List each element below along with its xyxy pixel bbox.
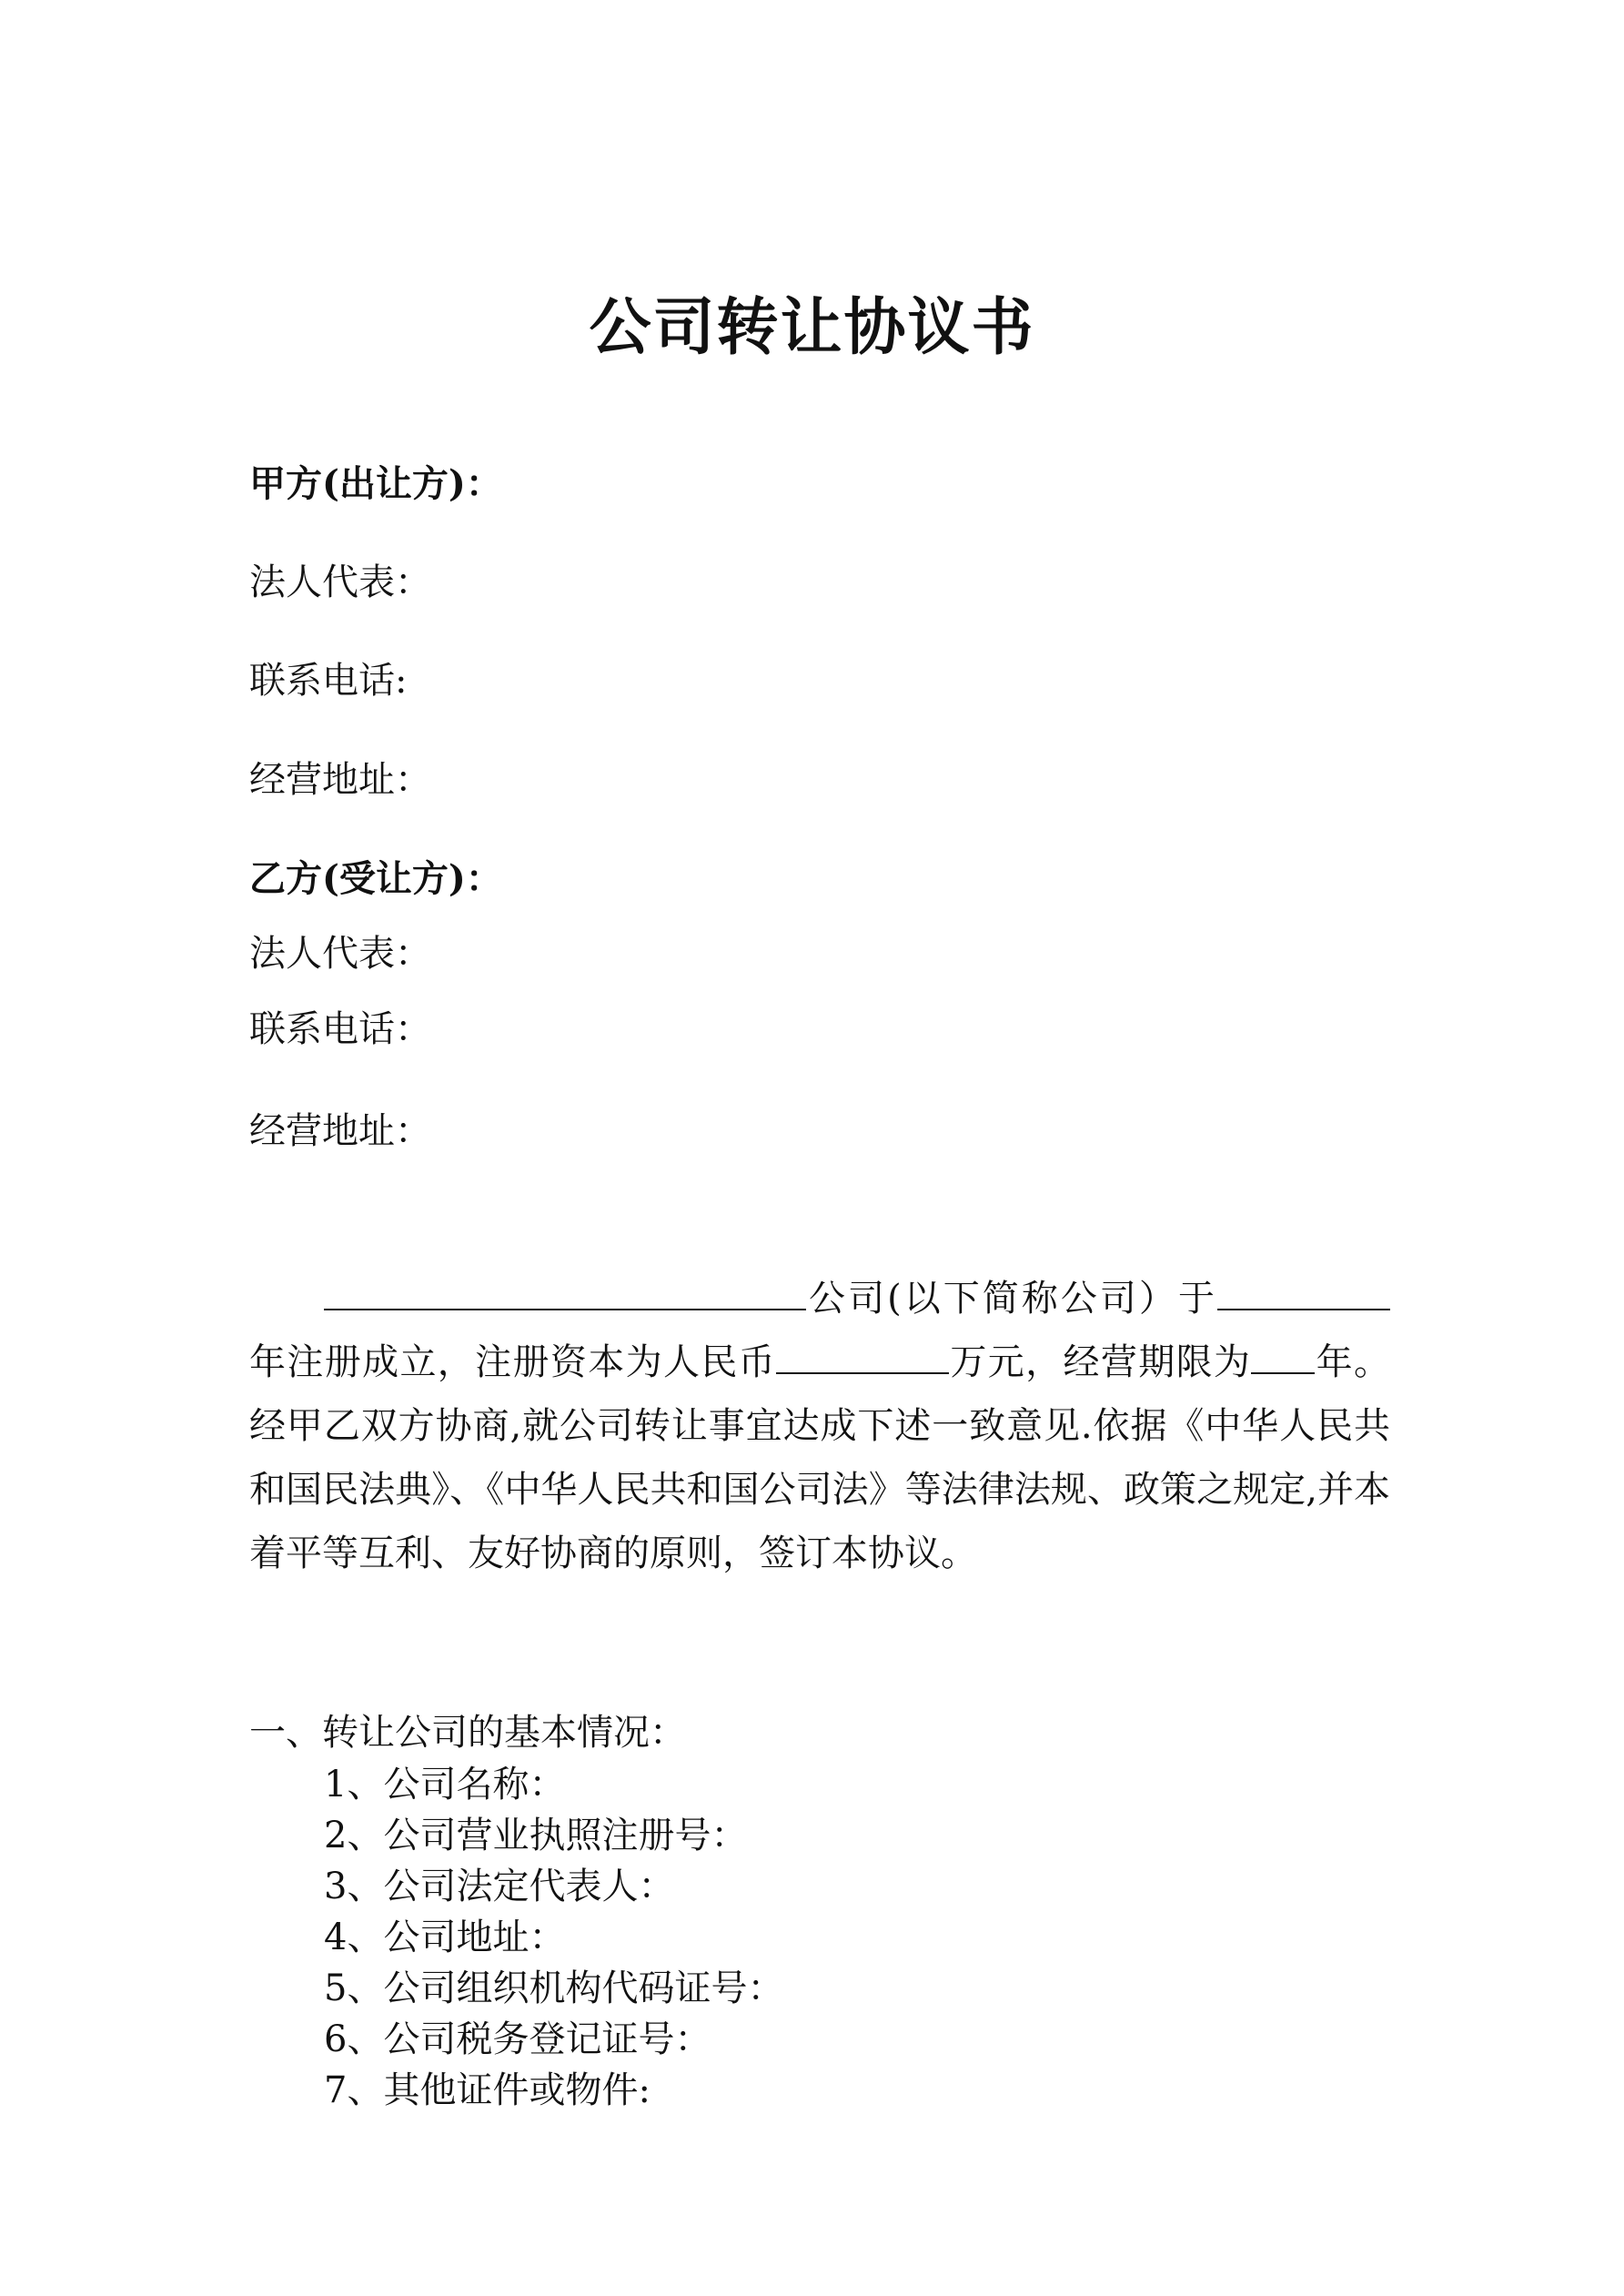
operating-term-blank[interactable] [1251,1338,1315,1374]
section1-item: 4、公司地址： [324,1917,566,1958]
registration-year-blank[interactable] [1217,1274,1390,1310]
section1-heading: 一、转让公司的基本情况： [249,1712,686,1754]
registered-capital-blank[interactable] [776,1338,949,1374]
intro-seg4: 年。经甲乙双方协商,就公司转让事宜达成下述一致意见.依据《中华人民共和国民法典》、《中华人民共和国公司法》等法律法规、政策之规定,并本着平等互利、友好协商的原则，签订本协议。 [249,1341,1391,1574]
party-b-heading: 乙方(受让方)： [249,857,502,900]
intro-paragraph [249,1267,1390,1585]
party-a-rep-label: 法人代表： [249,561,431,603]
company-name-blank[interactable] [324,1274,806,1310]
section1-item: 3、公司法定代表人： [324,1866,675,1907]
section1-item: 2、公司营业执照注册号： [324,1815,748,1856]
party-b-phone-label: 联系电话： [249,1008,431,1050]
section1-item: 7、其他证件或物件: [324,2069,651,2111]
party-a-address-label: 经营地址： [249,759,431,801]
intro-seg3: 万元，经营期限为 [949,1341,1252,1383]
section1-item: 6、公司税务登记证号： [324,2018,711,2060]
party-a-heading: 甲方(出让方)： [249,462,502,505]
section1-item: 1、公司名称： [324,1764,566,1805]
intro-seg2: 年注册成立，注册资本为人民币 [249,1341,777,1383]
intro-seg1: 公司(以下简称公司）于 [806,1278,1217,1320]
party-b-rep-label: 法人代表： [249,933,431,975]
section1-item: 5、公司组织机构代码证号： [324,1967,784,2009]
party-a-phone-label: 联系电话: [249,660,408,702]
party-b-address-label: 经营地址： [249,1110,431,1152]
document-title: 公司转让协议书 [589,291,1035,364]
